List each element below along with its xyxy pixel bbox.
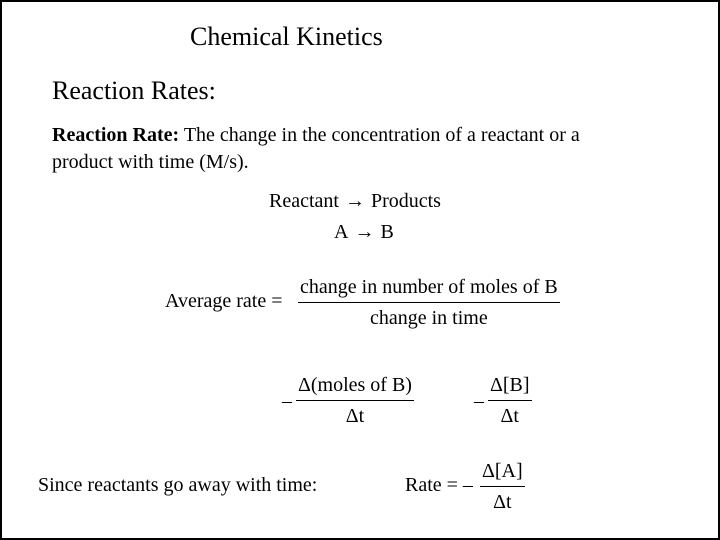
product-b: B <box>380 221 394 243</box>
section-heading: Reaction Rates: <box>52 76 216 105</box>
reactant-label: Reactant <box>269 190 339 212</box>
definition-line-1: The change in the concentration of a reactant or a <box>179 124 580 146</box>
fraction-denominator: Δt <box>493 491 512 513</box>
definition-block <box>52 122 580 176</box>
rate-label: Rate = – <box>405 474 473 496</box>
reactant-a: A <box>334 221 349 243</box>
definition-line-2: product with time (M/s). <box>52 151 249 173</box>
products-label: Products <box>370 190 441 212</box>
average-rate-label: Average rate = <box>165 290 283 312</box>
negative-expression-moles <box>282 374 414 428</box>
definition-term: Reaction Rate: <box>52 124 180 146</box>
arrow-icon: → <box>344 190 365 212</box>
negative-expression-concentration <box>474 374 532 428</box>
fraction-denominator: Δt <box>345 405 365 427</box>
arrow-icon: → <box>354 221 375 243</box>
average-rate-fraction <box>298 276 560 330</box>
slide-title: Chemical Kinetics <box>190 22 383 51</box>
fraction-numerator: Δ[A] <box>480 460 525 487</box>
reaction-specific <box>334 221 394 244</box>
reaction-general <box>269 190 441 213</box>
fraction-denominator: Δt <box>500 405 519 427</box>
reactants-statement: Since reactants go away with time: <box>38 474 318 496</box>
minus-sign: – <box>474 389 484 412</box>
fraction-denominator: change in time <box>369 307 488 329</box>
rate-fraction <box>480 460 525 514</box>
fraction-numerator: Δ(moles of B) <box>296 374 414 401</box>
fraction-numerator: Δ[B] <box>488 374 532 401</box>
minus-sign: – <box>282 389 292 412</box>
fraction-numerator: change in number of moles of B <box>298 276 560 303</box>
